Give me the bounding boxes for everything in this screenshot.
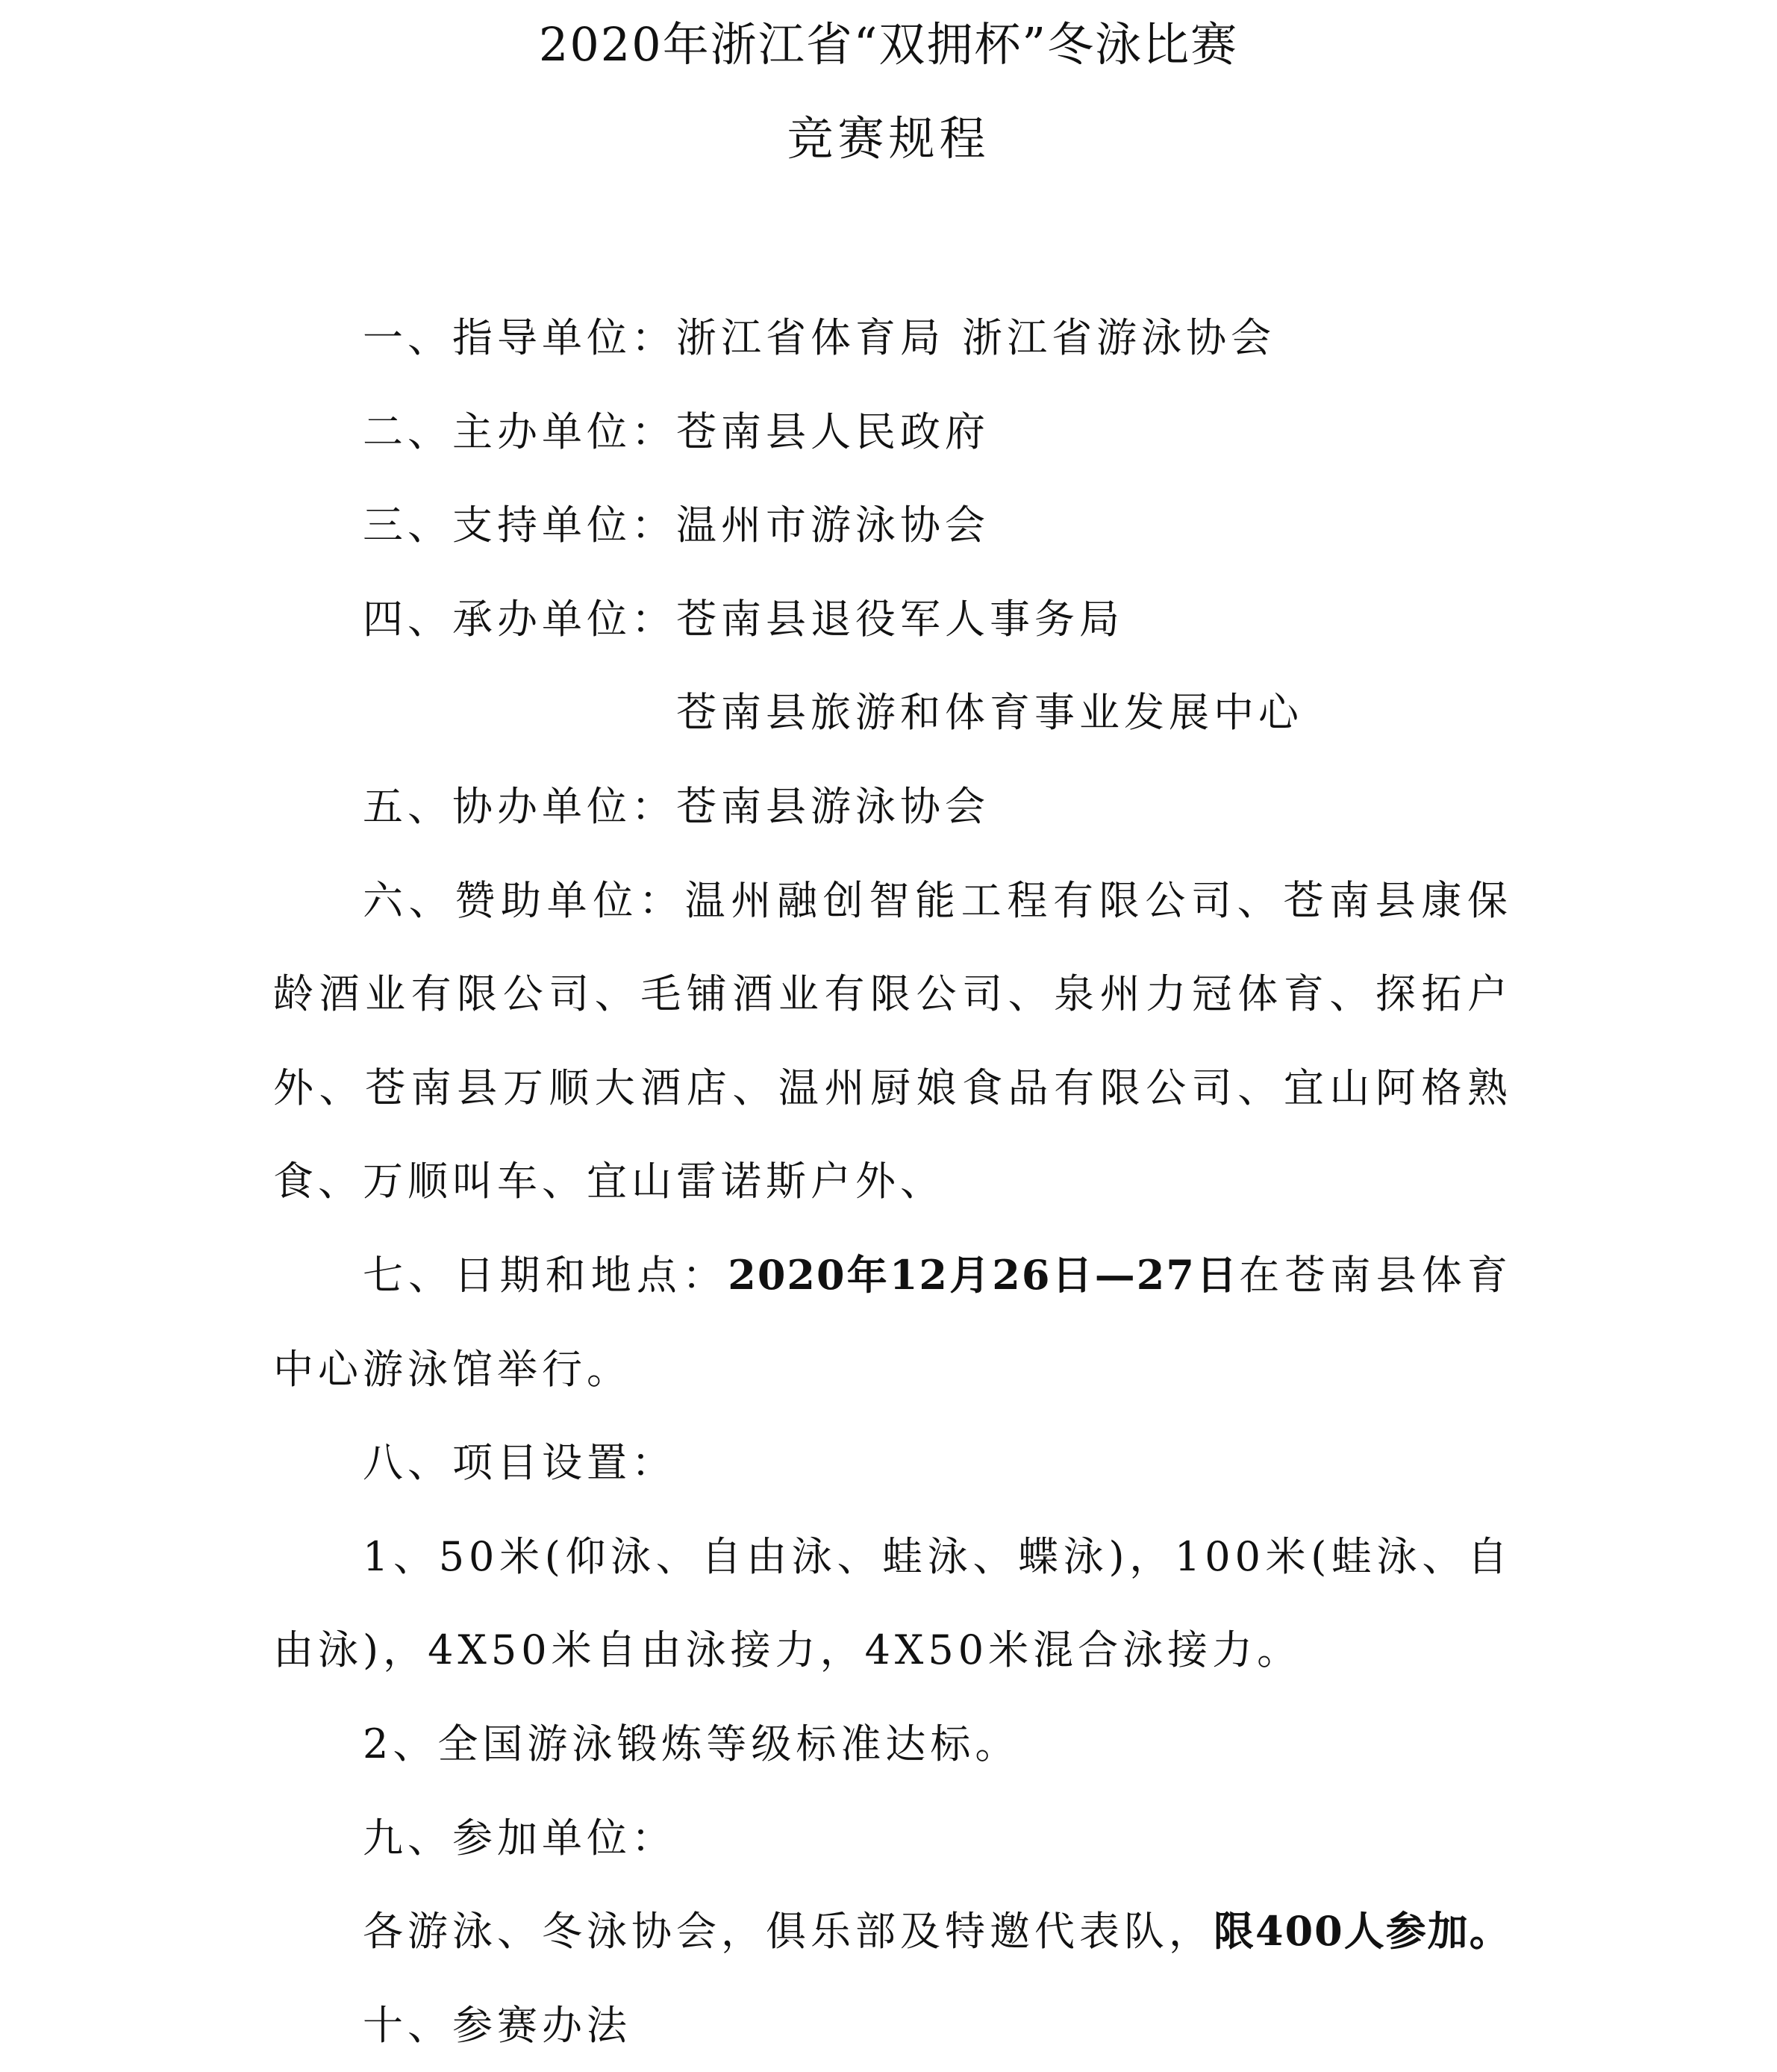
section-participants-heading: 九、参加单位： [363,1814,676,1862]
section-co-organizer-unit: 五、协办单位：苍南县游泳协会 [363,782,990,830]
events-item-2: 2、全国游泳锻炼等级标准达标。 [363,1720,1020,1767]
date-location-label: 七、日期和地点： [363,1251,728,1299]
document-subtitle: 竞赛规程 [787,111,990,166]
section-events-heading: 八、项目设置： [363,1439,676,1487]
section-organizer-unit-second: 苍南县旅游和体育事业发展中心 [676,689,1303,737]
section-date-location [273,1229,1512,1416]
section-support-unit: 三、支持单位：温州市游泳协会 [363,502,990,549]
section-method-heading: 十、参赛办法 [363,2001,631,2049]
section-sponsors: 六、赞助单位：温州融创智能工程有限公司、苍南县康保龄酒业有限公司、毛铺酒业有限公司、泉州力冠体育、探拓户外、苍南县万顺大酒店、温州厨娘食品有限公司、宜山阿格熟食、万顺叫车、宜山雷诺斯户外、 [273,876,1512,1205]
section-participants-text [273,1885,1512,1979]
section-organizer-unit: 四、承办单位：苍南县退役军人事务局 [363,595,1124,643]
events-item-1: 1、50米(仰泳、自由泳、蛙泳、蝶泳)，100米(蛙泳、自由泳)，4X50米自由泳接力，4X50米混合泳接力。 [273,1532,1512,1674]
event-date: 2020年12月26日—27日 [728,1250,1240,1299]
document-title: 2020年浙江省“双拥杯”冬泳比赛 [538,17,1239,72]
section-host-unit: 二、主办单位：苍南县人民政府 [363,408,990,455]
event-venue: 在苍南县体育中心游泳馆举行。 [273,1251,1513,1393]
section-guide-unit: 一、指导单位：浙江省体育局 浙江省游泳协会 [363,314,1276,361]
participants-limit: 限400人参加。 [1214,1907,1511,1956]
document-body [273,291,1512,2072]
participants-description: 各游泳、冬泳协会，俱乐部及特邀代表队， [363,1908,1214,1956]
